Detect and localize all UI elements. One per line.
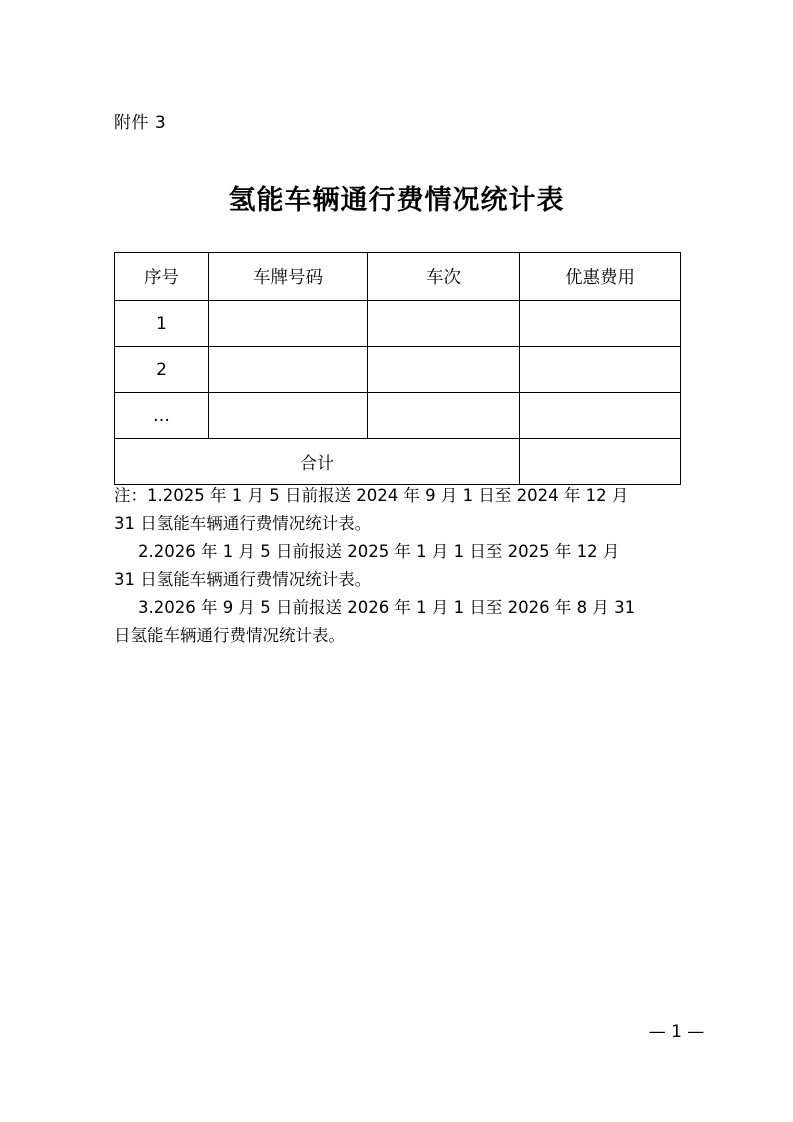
note-line-6: 日氢能车辆通行费情况统计表。 [114, 626, 345, 645]
page-number: — 1 — [648, 1022, 705, 1042]
note-line-3: 2.2026 年 1 月 5 日前报送 2025 年 1 月 1 日至 2025 年 12 月 [138, 542, 620, 561]
cell-trips[interactable] [368, 393, 520, 439]
cell-trips[interactable] [368, 347, 520, 393]
note-line-2: 31 日氢能车辆通行费情况统计表。 [114, 514, 372, 533]
column-header-fee: 优惠费用 [520, 253, 681, 301]
toll-statistics-table [114, 252, 681, 485]
cell-fee[interactable] [520, 393, 681, 439]
column-header-index: 序号 [115, 253, 209, 301]
cell-trips[interactable] [368, 301, 520, 347]
cell-index: 1 [115, 301, 209, 347]
page-title: 氢能车辆通行费情况统计表 [228, 185, 565, 216]
total-label: 合计 [115, 439, 520, 485]
notes-block [114, 482, 684, 650]
total-value[interactable] [520, 439, 681, 485]
table-row [115, 347, 681, 393]
attachment-label: 附件 3 [114, 113, 167, 133]
table-row [115, 393, 681, 439]
note-line-5: 3.2026 年 9 月 5 日前报送 2026 年 1 月 1 日至 2026 年 8 月 31 [138, 598, 636, 617]
cell-fee[interactable] [520, 347, 681, 393]
cell-index: 2 [115, 347, 209, 393]
cell-fee[interactable] [520, 301, 681, 347]
cell-index: … [115, 393, 209, 439]
note-line-1: 注：1.2025 年 1 月 5 日前报送 2024 年 9 月 1 日至 2024 年 12 月 [114, 486, 629, 505]
table-total-row [115, 439, 681, 485]
cell-plate[interactable] [209, 347, 368, 393]
table-header-row [115, 253, 681, 301]
cell-plate[interactable] [209, 301, 368, 347]
table-row [115, 301, 681, 347]
column-header-plate: 车牌号码 [209, 253, 368, 301]
cell-plate[interactable] [209, 393, 368, 439]
note-line-4: 31 日氢能车辆通行费情况统计表。 [114, 570, 372, 589]
column-header-trips: 车次 [368, 253, 520, 301]
